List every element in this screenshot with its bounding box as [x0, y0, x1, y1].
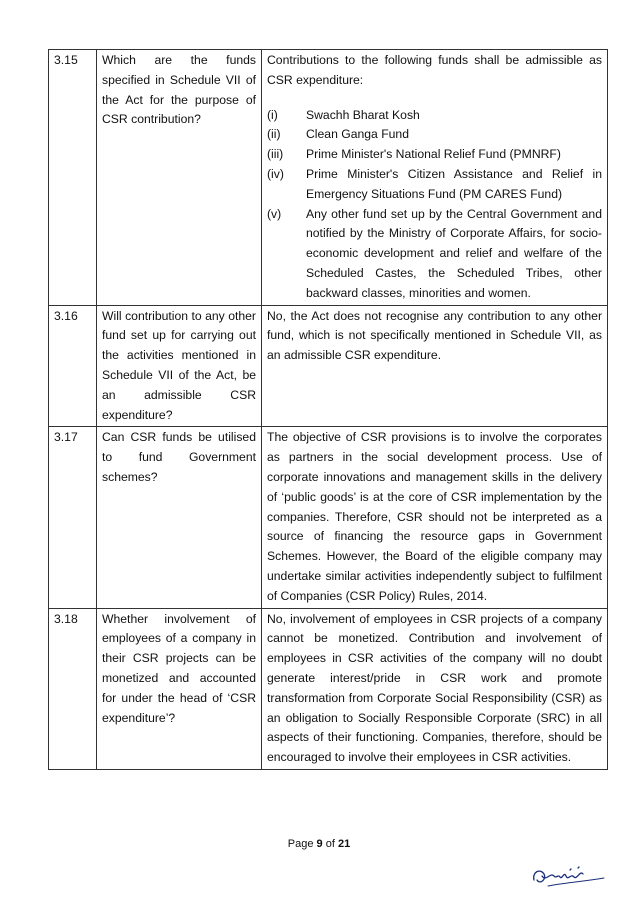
faq-table	[48, 49, 608, 770]
table-row	[49, 305, 608, 427]
list-item-label: (iii)	[267, 147, 284, 162]
fund-list	[267, 106, 602, 304]
list-item-text: Prime Minister's National Relief Fund (PMNRF)	[306, 147, 561, 162]
row-number: 3.15	[49, 50, 97, 306]
table-row	[49, 608, 608, 769]
list-item	[267, 205, 602, 304]
table-row	[49, 50, 608, 306]
answer-cell: No, involvement of employees in CSR projects of a company cannot be monetized. Contribution and involvement of employees in CSR activities of the company will no doubt generate interest/pride in CSR work and promote transformation from Corporate Social Responsibility (CSR) as an obligation to Socially Responsible Corporate (SRC) in all aspects of their functioning. Companies, therefore, should be encouraged to involve their employees in CSR activities.	[262, 608, 608, 769]
footer-prefix: Page	[287, 838, 317, 850]
list-item-label: (iv)	[267, 166, 284, 181]
list-item-text: Any other fund set up by the Central Government and notified by the Ministry of Corporate Affairs, for socio-economic development and relief and welfare of the Scheduled Castes, the Scheduled Tribes, other backward classes, minorities and women.	[306, 206, 602, 300]
answer-intro: Contributions to the following funds shall be admissible as CSR expenditure:	[267, 53, 602, 87]
signature-icon	[528, 858, 608, 892]
current-page-number: 9	[316, 838, 323, 850]
answer-cell	[262, 50, 608, 306]
answer-cell: The objective of CSR provisions is to involve the corporates as partners in the social development process. Use of corporate innovations and management skills in the delivery of ‘public goods’ is at the core of CSR implementation by the companies. Therefore, CSR should not be interpreted as a source of financing the resource gaps in Government Schemes. However, the Board of the eligible company may undertake similar activities independently subject to fulfilment of Companies (CSR Policy) Rules, 2014.	[262, 427, 608, 608]
list-item-label: (v)	[267, 206, 282, 221]
question-cell: Which are the funds specified in Schedule VII of the Act for the purpose of CSR contribution?	[97, 50, 262, 306]
row-number: 3.16	[49, 305, 97, 427]
page-footer	[0, 838, 638, 850]
total-page-count: 21	[337, 838, 351, 850]
table-row	[49, 427, 608, 608]
list-item	[267, 125, 602, 145]
row-number: 3.17	[49, 427, 97, 608]
question-cell: Whether involvement of employees of a company in their CSR projects can be monetized and accounted for under the head of ‘CSR expenditure’?	[97, 608, 262, 769]
answer-cell: No, the Act does not recognise any contribution to any other fund, which is not specifically mentioned in Schedule VII, as an admissible CSR expenditure.	[262, 305, 608, 427]
question-cell: Can CSR funds be utilised to fund Government schemes?	[97, 427, 262, 608]
list-item-text: Clean Ganga Fund	[306, 127, 409, 142]
question-cell: Will contribution to any other fund set up for carrying out the activities mentioned in Schedule VII of the Act, be an admissible CSR expenditure?	[97, 305, 262, 427]
list-item-text: Prime Minister's Citizen Assistance and Relief in Emergency Situations Fund (PM CARES Fund)	[306, 166, 602, 201]
list-item	[267, 106, 602, 126]
footer-middle: of	[322, 838, 338, 850]
list-item-label: (i)	[267, 107, 278, 122]
row-number: 3.18	[49, 608, 97, 769]
list-item	[267, 145, 602, 165]
list-item	[267, 165, 602, 205]
list-item-text: Swachh Bharat Kosh	[306, 107, 420, 122]
list-item-label: (ii)	[267, 127, 281, 142]
